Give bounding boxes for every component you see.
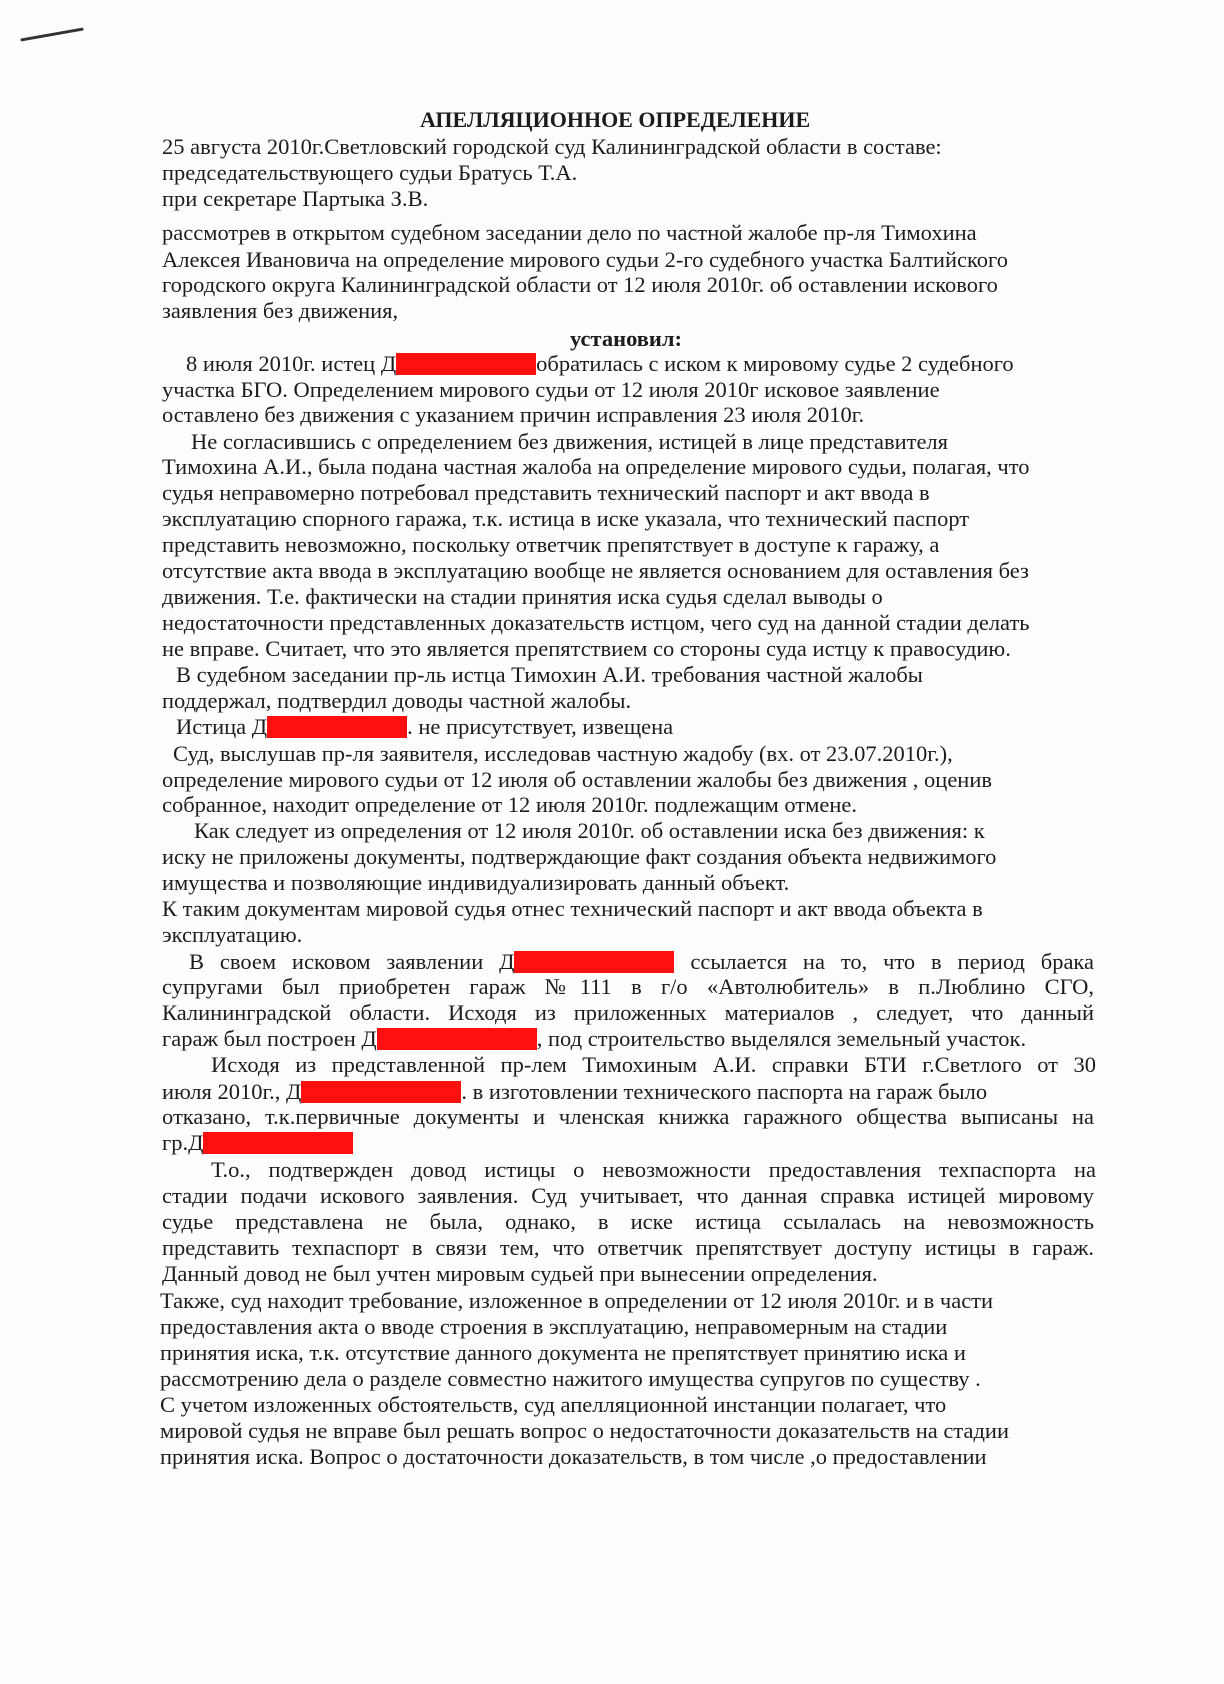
text-line: имущества и позволяющие индивидуализировать данный объект. xyxy=(162,870,790,895)
text-line xyxy=(162,1025,1092,1053)
text-line: участка БГО. Определением мирового судьи от 12 июля 2010г исковое заявление xyxy=(162,377,940,402)
text-line: отказано, т.к.первичные документы и членская книжка гаражного общества выписаны на xyxy=(162,1104,1094,1129)
text-line: стадии подачи искового заявления. Суд учитывает, что данная справка истицей мировому xyxy=(162,1183,1094,1208)
text-line: иску не приложены документы, подтверждающие факт создания объекта недвижимого xyxy=(162,844,997,869)
redaction-box xyxy=(514,951,674,973)
text-line: собранное, находит определение от 12 июля 2010г. подлежащим отмене. xyxy=(162,792,858,817)
text-segment: гараж был построен Д xyxy=(162,1026,377,1051)
redaction-box xyxy=(377,1028,537,1050)
text-line: Исходя из представленной пр-лем Тимохиным А.И. справки БТИ г.Светлого от 30 xyxy=(211,1052,1096,1077)
text-line: рассмотрению дела о разделе совместно нажитого имущества супругов по существу . xyxy=(160,1366,981,1391)
text-line: отсутствие акта ввода в эксплуатацию вообще не является основанием для оставления без xyxy=(162,558,1029,583)
document-title: АПЕЛЛЯЦИОННОЕ ОПРЕДЕЛЕНИЕ xyxy=(420,107,811,132)
text-line: рассмотрев в открытом судебном заседании дело по частной жалобе пр-ля Тимохина xyxy=(162,220,977,245)
text-segment: 8 июля 2010г. истец Д xyxy=(186,351,397,376)
text-line: мировой судья не вправе был решать вопрос о недостаточности доказательств на стадии xyxy=(160,1418,1009,1443)
text-line: 25 августа 2010г.Светловский городской суд Калининградской области в составе: xyxy=(162,134,942,159)
redaction-box xyxy=(301,1081,461,1103)
text-line: предоставления акта о вводе строения в эксплуатацию, неправомерным на стадии xyxy=(160,1314,948,1339)
text-line: при секретаре Партыка З.В. xyxy=(162,186,429,211)
text-line: В судебном заседании пр-ль истца Тимохин А.И. требования частной жалобы xyxy=(176,662,923,687)
pen-mark xyxy=(20,27,84,41)
text-line: Тимохина А.И., была подана частная жалоба на определение мирового судьи, полагая, что xyxy=(162,454,1030,479)
text-line: Данный довод не был учтен мировым судьей при вынесении определения. xyxy=(162,1261,878,1286)
text-line: городского округа Калининградской области от 12 июля 2010г. об оставлении искового xyxy=(162,272,998,297)
text-line: представить невозможно, поскольку ответчик препятствует в доступе к гаражу, а xyxy=(162,532,940,557)
text-line xyxy=(176,713,1036,741)
text-line xyxy=(189,948,1094,976)
text-line: оставлено без движения с указанием причин исправления 23 июля 2010г. xyxy=(162,402,865,427)
text-line: К таким документам мировой судья отнес технический паспорт и акт ввода объекта в xyxy=(162,896,983,921)
text-line: недостаточности представленных доказательств истцом, чего суд на данной стадии делать xyxy=(162,610,1030,635)
text-line: супругами был приобретен гараж №111 в г/о «Автолюбитель» в п.Люблино СГО, xyxy=(162,974,1094,999)
text-segment: . в изготовлении технического паспорта на гараж было xyxy=(461,1079,988,1104)
text-line: Т.о., подтвержден довод истицы о невозможности предоставления техпаспорта на xyxy=(211,1157,1096,1182)
text-line: С учетом изложенных обстоятельств, суд апелляционной инстанции полагает, что xyxy=(160,1392,947,1417)
text-line: не вправе. Считает, что это является препятствием со стороны суда истцу к правосудию. xyxy=(162,636,1011,661)
redaction-box xyxy=(396,353,536,375)
text-segment: В своем исковом заявлении Д xyxy=(189,949,515,974)
text-line: установил: xyxy=(570,326,683,351)
text-line: представить техпаспорт в связи тем, что ответчик препятствует доступу истицы в гараж. xyxy=(162,1235,1094,1260)
text-segment: гр.Д xyxy=(162,1130,204,1155)
text-line: принятия иска, т.к. отсутствие данного документа не препятствует принятию иска и xyxy=(160,1340,966,1365)
text-line: судье представлена не была, однако, в иске истица ссылалась на невозможность xyxy=(162,1209,1094,1234)
text-line: Алексея Ивановича на определение мирового судьи 2-го судебного участка Балтийского xyxy=(162,247,1008,272)
text-line: поддержал, подтвердил доводы частной жалобы. xyxy=(162,688,632,713)
text-segment: июля 2010г., Д xyxy=(162,1079,302,1104)
text-segment: . не присутствует, извещена xyxy=(407,714,674,739)
redaction-box xyxy=(203,1132,353,1154)
text-line: принятия иска. Вопрос о достаточности доказательств, в том числе ,о предоставлении xyxy=(160,1444,987,1469)
text-line: движения. Т.е. фактически на стадии принятия иска судья сделал выводы о xyxy=(162,584,883,609)
text-line xyxy=(186,350,1106,378)
text-segment: ссылается на то, что в период брака xyxy=(674,949,1095,974)
text-line: судья неправомерно потребовал представить технический паспорт и акт ввода в xyxy=(162,480,930,505)
text-segment: обратилась с иском к мировому судье 2 судебного xyxy=(536,351,1014,376)
text-line: председательствующего судьи Братусь Т.А. xyxy=(162,160,578,185)
redaction-box xyxy=(267,716,407,738)
text-line: эксплуатацию. xyxy=(162,922,303,947)
text-line: Калининградской области. Исходя из приложенных материалов , следует, что данный xyxy=(162,1000,1094,1025)
text-line: Не согласившись с определением без движения, истицей в лице представителя xyxy=(191,429,949,454)
text-line: Суд, выслушав пр-ля заявителя, исследовав частную жадобу (вх. от 23.07.2010г.), xyxy=(173,741,953,766)
text-segment: Истица Д xyxy=(176,714,268,739)
text-line: Также, суд находит требование, изложенное в определении от 12 июля 2010г. и в части xyxy=(160,1288,994,1313)
text-line: заявления без движения, xyxy=(162,298,399,323)
text-line: эксплуатацию спорного гаража, т.к. истица в иске указала, что технический паспорт xyxy=(162,506,970,531)
text-line xyxy=(162,1078,1094,1106)
text-line: определение мирового судьи от 12 июля об оставлении жалобы без движения , оценив xyxy=(162,767,993,792)
text-segment: , под строительство выделялся земельный участок. xyxy=(536,1026,1027,1051)
text-line xyxy=(162,1129,562,1157)
text-line: Как следует из определения от 12 июля 2010г. об оставлении иска без движения: к xyxy=(194,818,985,843)
